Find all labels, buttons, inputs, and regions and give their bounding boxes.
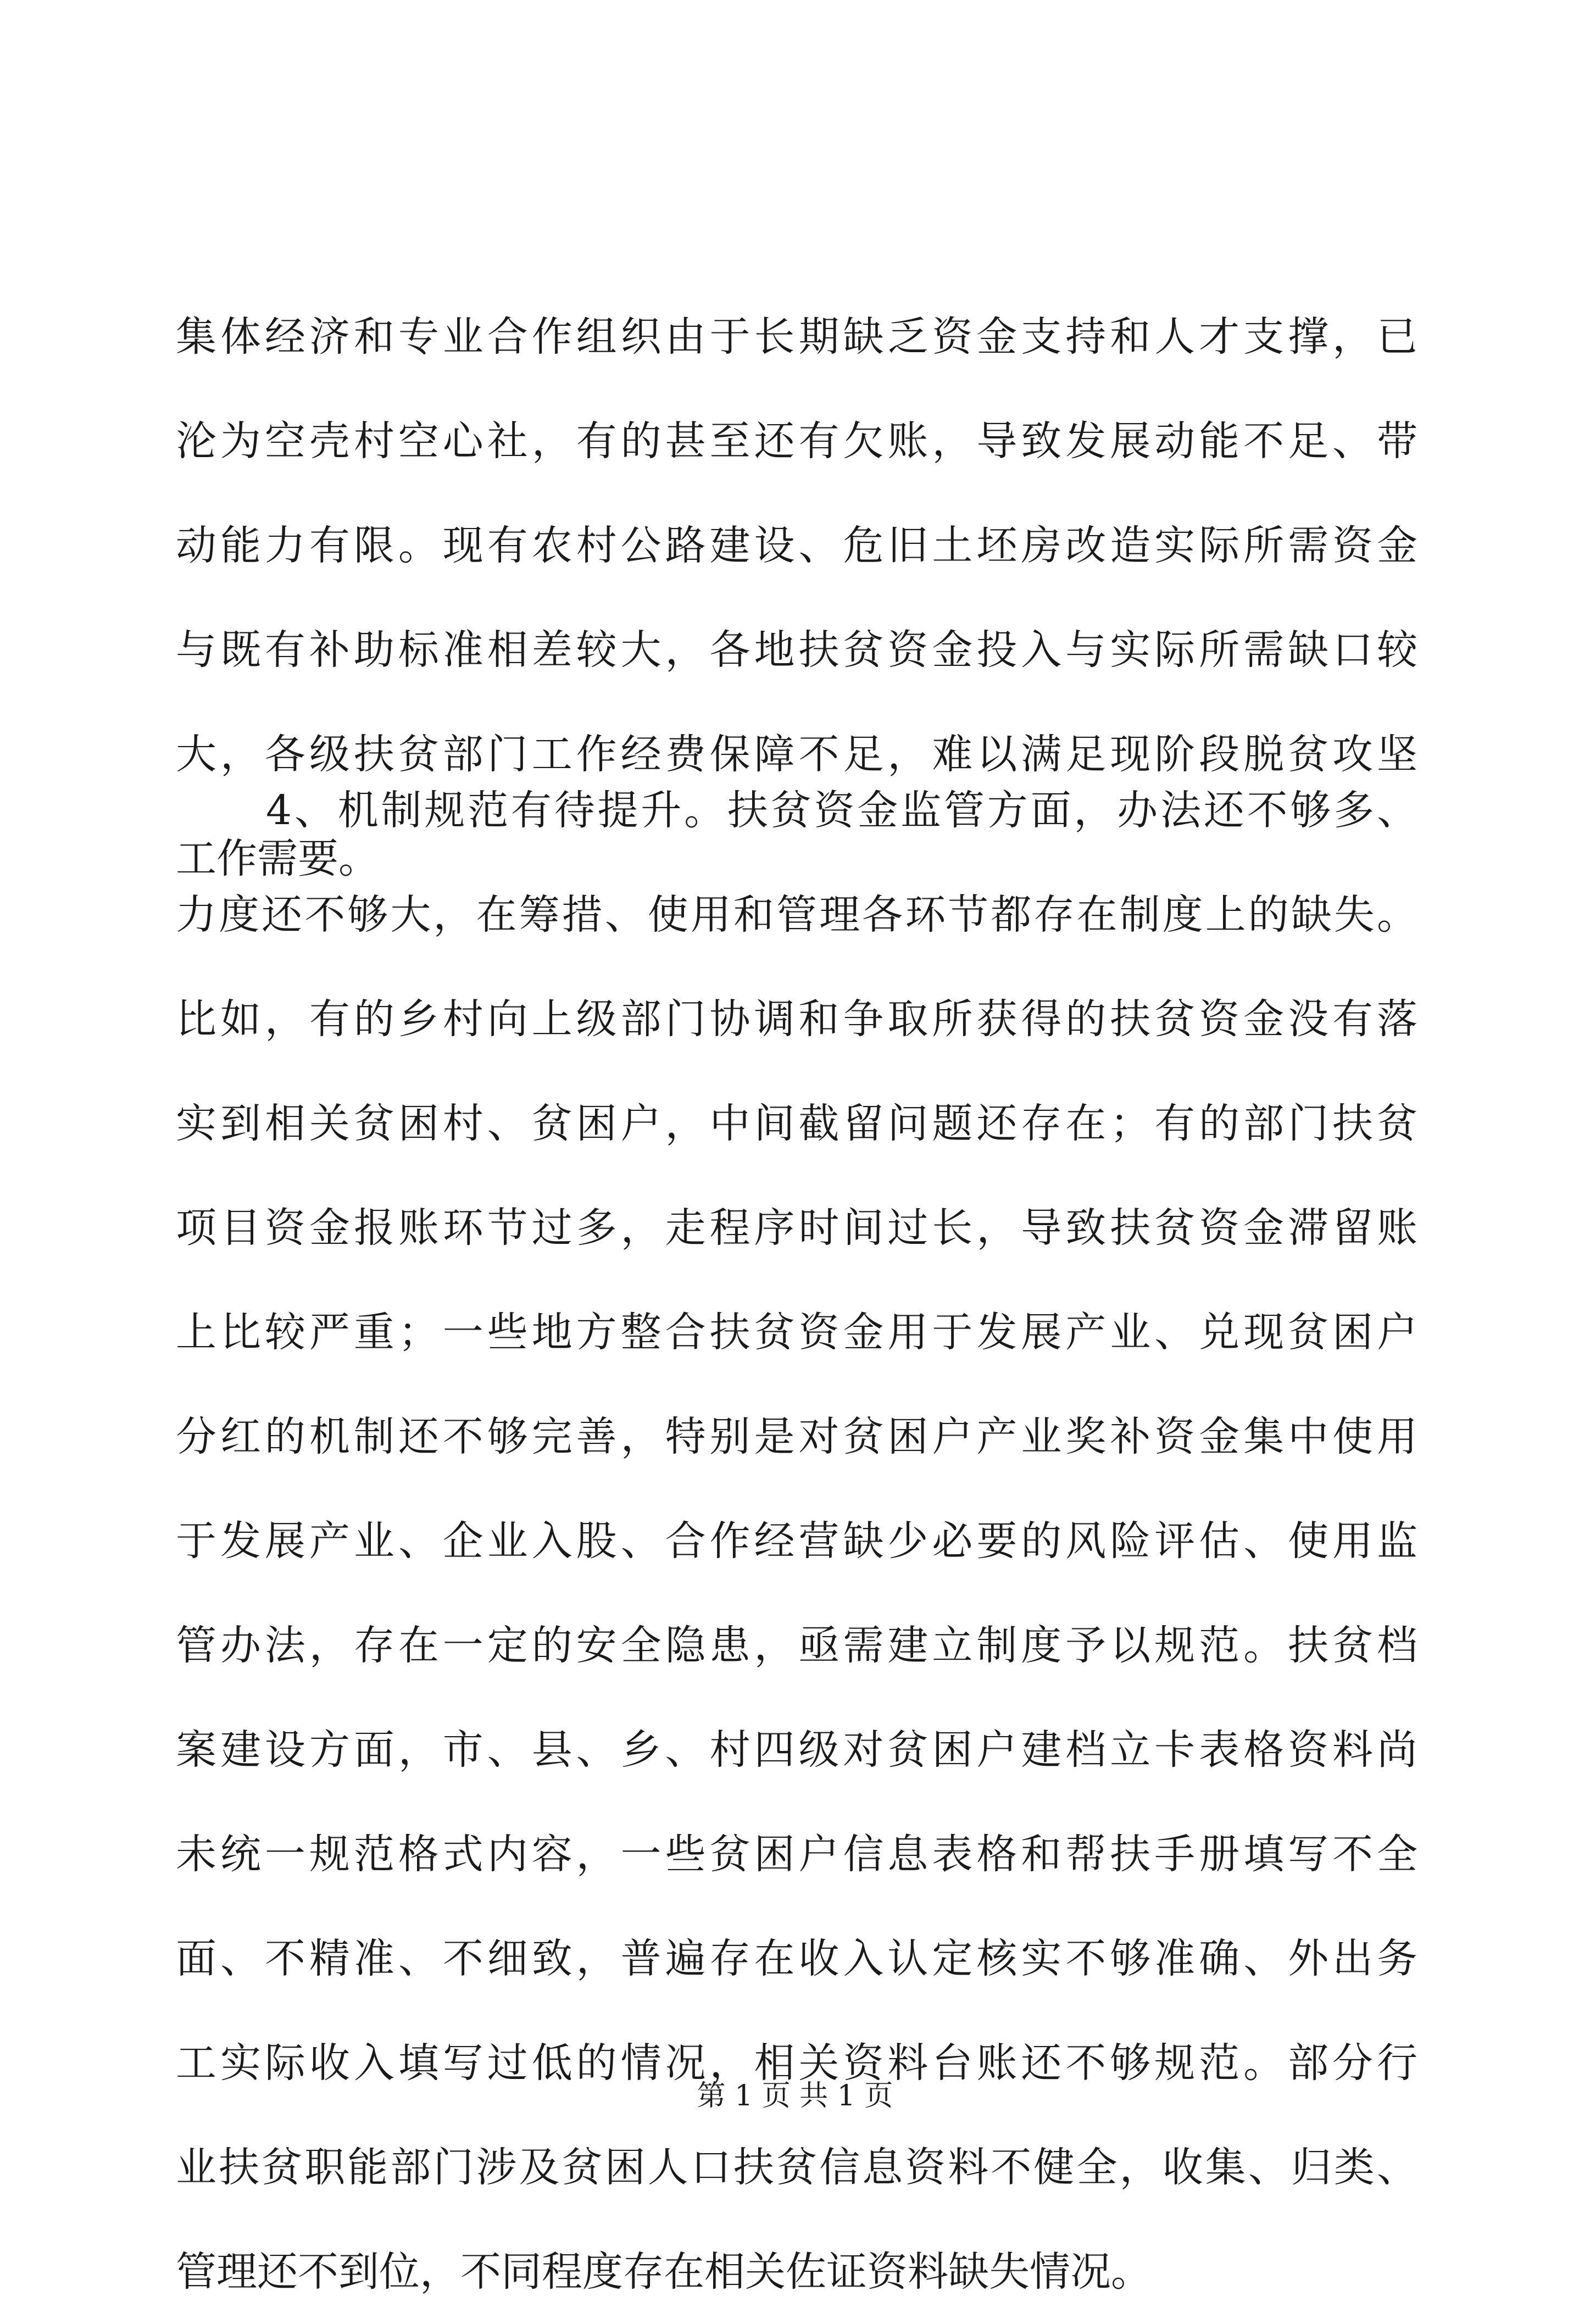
paragraph-2-line: 案建设方面，市、县、乡、村四级对贫困户建档立卡表格资料尚 [176, 1726, 1417, 1773]
paragraph-2-line: 实到相关贫困村、贫困户，中间截留问题还存在；有的部门扶贫 [176, 1100, 1417, 1147]
paragraph-2-line: 力度还不够大，在筹措、使用和管理各环节都存在制度上的缺失。 [176, 891, 1417, 938]
paragraph-2-line: 管理还不到位，不同程度存在相关佐证资料缺失情况。 [176, 2248, 1152, 2295]
paragraph-1-line: 与既有补助标准相差较大，各地扶贫资金投入与实际所需缺口较 [176, 626, 1417, 674]
paragraph-2-line: 未统一规范格式内容，一些贫困户信息表格和帮扶手册填写不全 [176, 1831, 1417, 1878]
paragraph-1-line: 沦为空壳村空心社，有的甚至还有欠账，导致发展动能不足、带 [176, 418, 1417, 465]
page-number: 第 1 页 共 1 页 [697, 2080, 893, 2112]
paragraph-1-line: 大，各级扶贫部门工作经费保障不足，难以满足现阶段脱贫攻坚 [176, 731, 1417, 778]
paragraph-1-line: 工作需要。 [176, 835, 379, 882]
paragraph-2-line: 比如，有的乡村向上级部门协调和争取所获得的扶贫资金没有落 [176, 996, 1417, 1043]
paragraph-2-line: 管办法，存在一定的安全隐患，亟需建立制度予以规范。扶贫档 [176, 1622, 1417, 1669]
page-footer [0, 2077, 1590, 2115]
paragraph-2-line: 业扶贫职能部门涉及贫困人口扶贫信息资料不健全，收集、归类、 [176, 2144, 1417, 2191]
paragraph-2-line: 上比较严重；一些地方整合扶贫资金用于发展产业、兑现贫困户 [176, 1309, 1417, 1356]
paragraph-2-line: 面、不精准、不细致，普遍存在收入认定核实不够准确、外出务 [176, 1935, 1417, 1982]
paragraph-1-line: 动能力有限。现有农村公路建设、危旧土坯房改造实际所需资金 [176, 522, 1417, 569]
paragraph-2-line: 于发展产业、企业入股、合作经营缺少必要的风险评估、使用监 [176, 1517, 1417, 1565]
paragraph-2-line: 4、机制规范有待提升。扶贫资金监管方面，办法还不够多、 [266, 787, 1417, 834]
paragraph-2-line: 项目资金报账环节过多，走程序时间过长，导致扶贫资金滞留账 [176, 1204, 1417, 1252]
paragraph-1-line: 集体经济和专业合作组织由于长期缺乏资金支持和人才支撑，已 [176, 313, 1417, 360]
paragraph-2-line: 分红的机制还不够完善，特别是对贫困户产业奖补资金集中使用 [176, 1413, 1417, 1460]
paragraph-2-line: 工实际收入填写过低的情况，相关资料台账还不够规范。部分行 [176, 2039, 1417, 2087]
